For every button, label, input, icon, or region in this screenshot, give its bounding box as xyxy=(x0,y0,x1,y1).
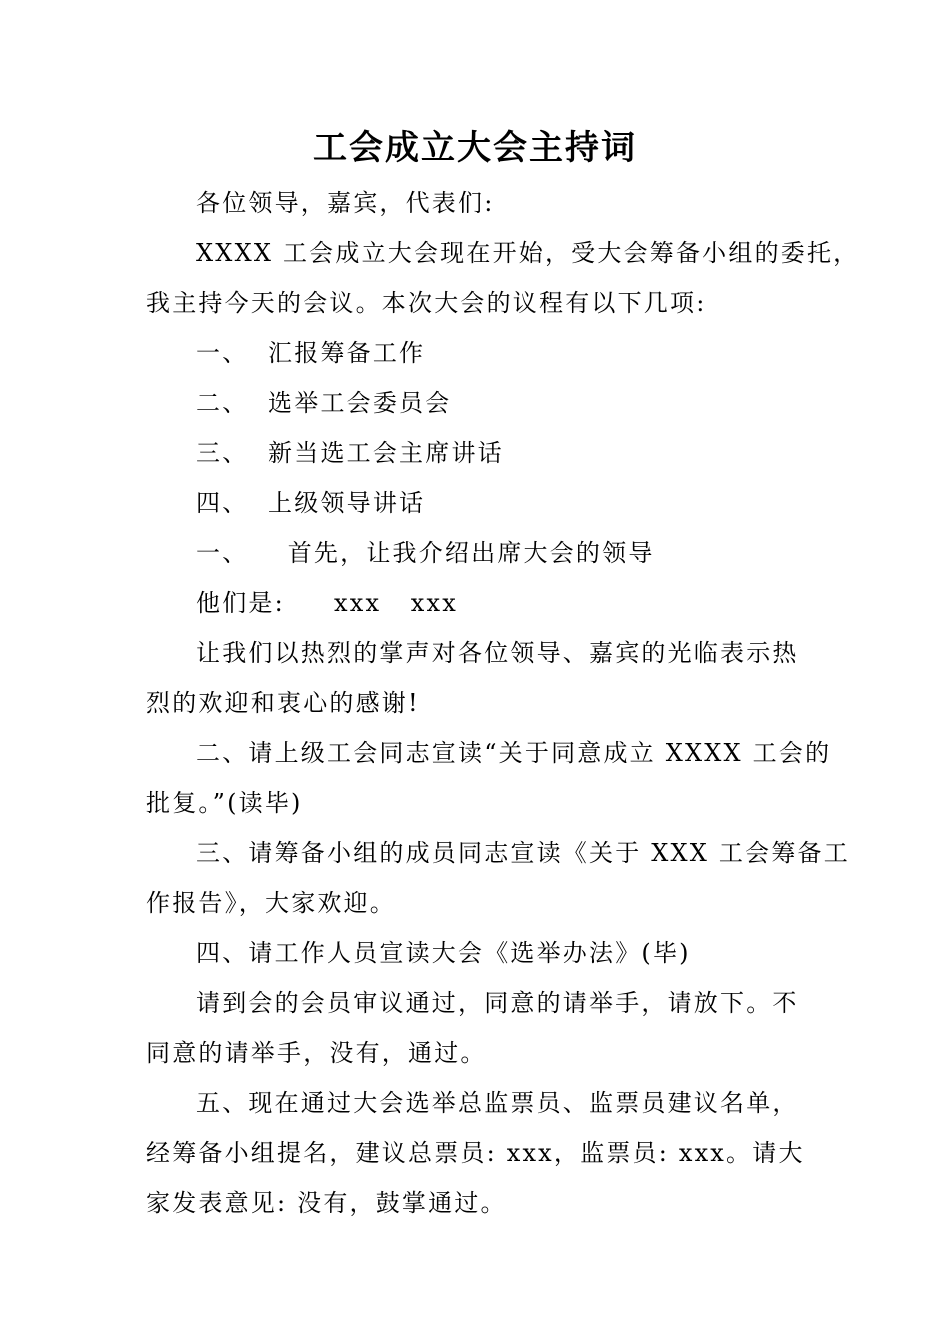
paragraph-line: 让我们以热烈的掌声对各位领导、嘉宾的光临表示热 xyxy=(196,639,799,667)
agenda-item: 三、 新当选工会主席讲话 xyxy=(196,439,504,467)
paragraph-line: 各位领导，嘉宾，代表们: xyxy=(196,189,495,217)
agenda-item: 一、 汇报筹备工作 xyxy=(196,339,426,367)
document-title: 工会成立大会主持词 xyxy=(313,128,637,168)
agenda-item: 二、 选举工会委员会 xyxy=(196,389,452,417)
paragraph-line: 作报告》，大家欢迎。 xyxy=(146,889,396,917)
agenda-item: 四、 上级领导讲话 xyxy=(196,489,426,517)
paragraph-line: 五、现在通过大会选举总监票员、监票员建议名单， xyxy=(196,1089,799,1117)
paragraph-line: 经筹备小组提名，建议总票员: xxx，监票员: xxx。请大 xyxy=(146,1139,805,1167)
paragraph-line: 同意的请举手，没有，通过。 xyxy=(146,1039,487,1067)
paragraph-line: XXXX 工会成立大会现在开始，受大会筹备小组的委托， xyxy=(196,239,860,267)
paragraph-line: 他们是: xxx xxx xyxy=(196,589,458,617)
paragraph-line: 我主持今天的会议。本次大会的议程有以下几项: xyxy=(146,289,707,317)
paragraph-line: 烈的欢迎和衷心的感谢! xyxy=(146,689,420,717)
paragraph-line: 请到会的会员审议通过，同意的请举手，请放下。不 xyxy=(196,989,799,1017)
paragraph-line: 批复。”(读毕) xyxy=(146,789,303,817)
paragraph-line: 三、请筹备小组的成员同志宣读《关于 XXX 工会筹备工 xyxy=(196,839,850,867)
paragraph-line: 四、请工作人员宣读大会《选举办法》(毕) xyxy=(196,939,691,967)
paragraph-line: 二、请上级工会同志宣读“关于同意成立 XXXX 工会的 xyxy=(196,739,832,767)
paragraph-line: 家发表意见: 没有，鼓掌通过。 xyxy=(146,1189,507,1217)
paragraph-line: 一、 首先，让我介绍出席大会的领导 xyxy=(196,539,655,567)
